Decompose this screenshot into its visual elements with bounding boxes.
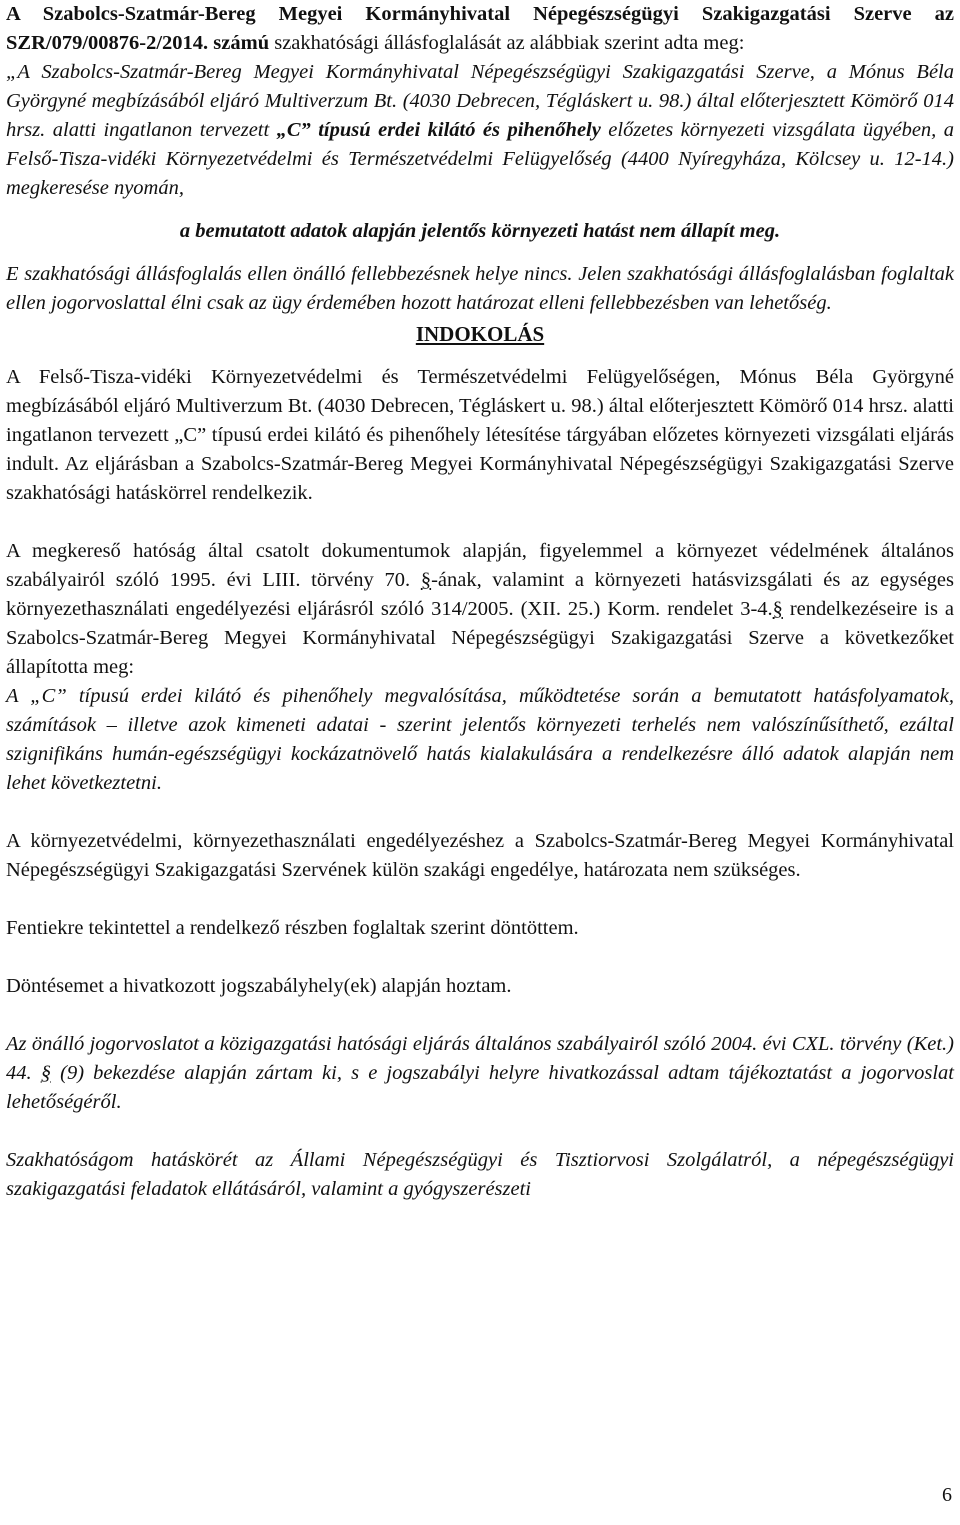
appeal-paragraph: [6, 260, 954, 318]
reasoning-paragraph-5: Döntésemet a hivatkozott jogszabályhely(ek) alapján hoztam.: [6, 975, 512, 997]
reasoning-2-text-b: -ának, valamint a környezeti hatásvizsgálati és az egységes környezethasználati engedélyezési eljárásról szóló 314/2005. (XII. 25.) Korm. rendelet 3-4.: [6, 569, 954, 620]
intro-bold-text: A Szabolcs-Szatmár-Bereg Megyei Kormányhivatal Népegészségügyi Szakigazgatási Szerve az SZR/079/00876-2/2014. számú: [6, 3, 954, 54]
finding-paragraph: A „C” típusú erdei kilátó és pihenőhely megvalósítása, működtetése során a bemutatott hatásfolyamatok, számítások – illetve azok kimeneti adatai - szerint jelentős környezeti terhelés nem valószínűsíthető, ezáltal szignifikáns humán-egészségügyi kockázatnövelő hatás kialakulására a rendelkezésre álló adatok alapján nem lehet következtetni.: [6, 685, 954, 794]
decision-statement: a bemutatott adatok alapján jelentős környezeti hatást nem állapít meg.: [179, 220, 781, 242]
reasoning-2-text-c: rendelkezéseire is a Szabolcs-Szatmár-Bereg Megyei Kormányhivatal Népegészségügyi Szakigazgatási Szerve a következőket állapította meg:: [6, 598, 954, 678]
reasoning-paragraph-3: A környezetvédelmi, környezethasználati engedélyezéshez a Szabolcs-Szatmár-Bereg Megyei Kormányhivatal Népegészségügyi Szakigazgatási Szervének külön szakági engedélye, határozata nem szükséges.: [6, 830, 954, 881]
section-sign: §: [420, 569, 432, 591]
intro-paragraph: [6, 0, 954, 58]
reasoning-paragraph-7: Szakhatóságom hatáskörét az Állami Népegészségügyi és Tisztiorvosi Szolgálatról, a népegészségügyi szakigazgatási feladatok ellátásáról, valamint a gyógyszerészeti: [6, 1149, 954, 1200]
quoted-decision-emphasis: „C” típusú erdei kilátó és pihenőhely: [276, 119, 601, 141]
appeal-text-remainder: Jelen szakhatósági állásfoglalásban foglaltak ellen jogorvoslattal élni csak az ügy érdemében hozott határozat elleni fellebbezésben van lehetőség.: [6, 263, 955, 314]
section-sign: §: [40, 1062, 51, 1084]
reasoning-paragraph-4: Fentiekre tekintettel a rendelkező részben foglaltak szerint döntöttem.: [6, 917, 579, 939]
intro-text: szakhatósági állásfoglalását az alábbiak szerint adta meg:: [269, 32, 745, 54]
reasoning-6-text-b: (9) bekezdése alapján zártam ki, s e jogszabályi helyre hivatkozással adtam tájékoztatást a jogorvoslat lehetőségéről.: [6, 1062, 954, 1113]
reasoning-paragraph-6: [6, 1030, 954, 1117]
document-page: [6, 0, 954, 1204]
reasoning-paragraph-1: A Felső-Tisza-vidéki Környezetvédelmi és Természetvédelmi Felügyelőségen, Mónus Béla Györgyné megbízásából eljáró Multiverzum Bt. (4030 Debrecen, Tégláskert u. 98.) által előterjesztett Kömörő 014 hrsz. alatti ingatlanon tervezett „C” típusú erdei kilátó és pihenőhely létesítése tárgyában előzetes környezeti vizsgálati eljárás indult. Az eljárásban a Szabolcs-Szatmár-Bereg Megyei Kormányhivatal Népegészségügyi Szakigazgatási Szerve szakhatósági hatáskörrel rendelkezik.: [6, 366, 954, 504]
reasoning-6-text-a: Az önálló jogorvoslatot a közigazgatási hatósági eljárás általános szabályairól szóló 2004. évi CXL. törvény (Ket.) 44.: [6, 1033, 954, 1084]
page-number: 6: [942, 1484, 952, 1506]
section-heading: INDOKOLÁS: [415, 322, 545, 346]
appeal-text-italic: E szakhatósági állásfoglalás ellen önálló fellebbezésnek helye nincs.: [6, 263, 573, 285]
quoted-decision-text-c: előzetes környezeti vizsgálata ügyében, a Felső-Tisza-vidéki Környezetvédelmi és Természetvédelmi Felügyelőség (4400 Nyíregyháza, Kölcsey u. 12-14.) megkeresése nyomán,: [6, 119, 954, 199]
reasoning-paragraph-2: [6, 537, 954, 682]
quoted-decision-paragraph: [6, 58, 954, 203]
section-sign: §: [772, 598, 783, 620]
reasoning-2-text-a: A megkereső hatóság által csatolt dokumentumok alapján, figyelemmel a környezet védelmének általános szabályairól szóló 1995. évi LIII. törvény 70.: [6, 540, 954, 591]
quoted-decision-text-a: „A Szabolcs-Szatmár-Bereg Megyei Kormányhivatal Népegészségügyi Szakigazgatási Szerve, a Mónus Béla Györgyné megbízásából eljáró Multiverzum Bt. (4030 Debrecen, Tégláskert u. 98.) által előterjesztett Kömörő 014 hrsz. alatti ingatlanon tervezett: [6, 61, 954, 141]
